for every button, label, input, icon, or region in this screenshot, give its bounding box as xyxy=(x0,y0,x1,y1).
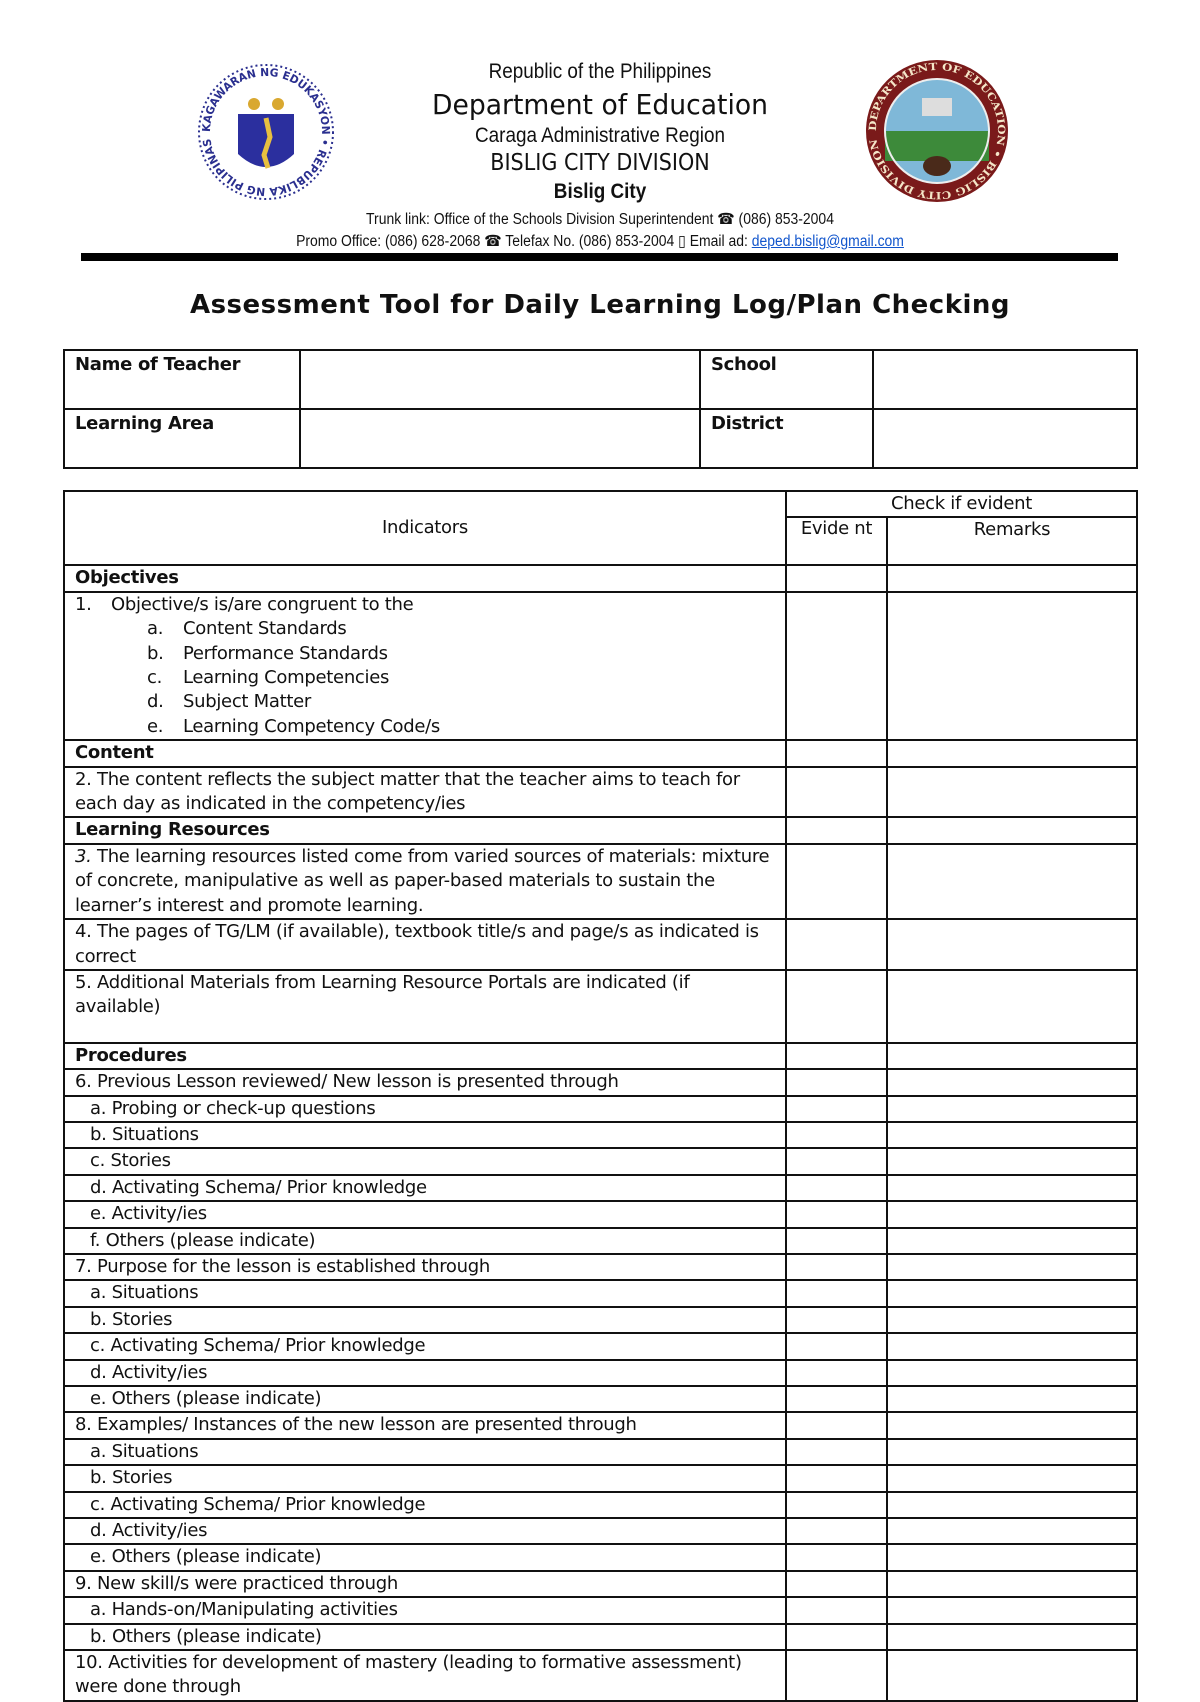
evident-checkbox-cell[interactable] xyxy=(786,1307,887,1333)
evident-checkbox-cell[interactable] xyxy=(786,1201,887,1227)
indicator-text xyxy=(64,844,786,919)
table-row xyxy=(64,592,1137,740)
evident-checkbox-cell[interactable] xyxy=(786,1069,887,1095)
item-text: e. Others (please indicate) xyxy=(90,1388,322,1409)
sub-item-text: Subject Matter xyxy=(183,691,311,713)
indicator-text xyxy=(64,919,786,970)
indicator-text xyxy=(64,1571,786,1597)
item-text: a. Situations xyxy=(90,1440,199,1462)
remarks-cell[interactable] xyxy=(887,1518,1137,1544)
indicators-table xyxy=(63,490,1138,1702)
teacher-info-table xyxy=(63,349,1138,469)
table-row xyxy=(64,844,1137,919)
evident-checkbox-cell[interactable] xyxy=(786,1386,887,1412)
remarks-cell[interactable] xyxy=(887,1228,1137,1254)
table-row xyxy=(64,1386,1137,1412)
table-row xyxy=(64,1544,1137,1570)
evident-checkbox-cell[interactable] xyxy=(786,565,887,591)
left-logo-text: KAGAWARAN NG EDUKASYON • REPUBLIKA NG PILIPINAS xyxy=(199,65,333,199)
remarks-cell[interactable] xyxy=(887,1122,1137,1148)
remarks-cell[interactable] xyxy=(887,1544,1137,1570)
evident-checkbox-cell[interactable] xyxy=(786,767,887,818)
remarks-cell[interactable] xyxy=(887,1201,1137,1227)
item-text: d. Activating Schema/ Prior knowledge xyxy=(90,1176,427,1198)
table-row xyxy=(64,970,1137,1043)
table-row xyxy=(64,1439,1137,1465)
evident-checkbox-cell[interactable] xyxy=(786,1492,887,1518)
table-row xyxy=(64,919,1137,970)
remarks-cell[interactable] xyxy=(887,1254,1137,1280)
table-row xyxy=(64,1228,1137,1254)
item-text: c. Stories xyxy=(90,1150,171,1172)
indicator-text xyxy=(64,1412,786,1438)
evident-checkbox-cell[interactable] xyxy=(786,844,887,919)
evident-checkbox-cell[interactable] xyxy=(786,1280,887,1306)
indicator-text xyxy=(64,1122,786,1148)
indicator-text xyxy=(64,1175,786,1201)
remarks-cell[interactable] xyxy=(887,592,1137,740)
evident-checkbox-cell[interactable] xyxy=(786,592,887,740)
indicator-text xyxy=(64,1597,786,1623)
sub-item xyxy=(75,617,775,641)
item-text: 5. Additional Materials from Learning Resource Portals are indicated (if available) xyxy=(75,971,690,1018)
name-of-teacher-field[interactable] xyxy=(300,350,700,409)
evident-checkbox-cell[interactable] xyxy=(786,1518,887,1544)
indicator-text xyxy=(64,1386,786,1412)
table-row xyxy=(64,767,1137,818)
table-row xyxy=(64,1307,1137,1333)
evident-checkbox-cell[interactable] xyxy=(786,1650,887,1701)
remarks-header: Remarks xyxy=(887,517,1137,565)
sub-item-letter: d. xyxy=(147,691,164,713)
item-number: 3. xyxy=(75,845,92,867)
section-heading: Content xyxy=(64,740,786,766)
item-text: The learning resources listed come from varied sources of materials: mixture of concrete, manipulative as well as paper-based materials to sustain the learner’s interest and promote learning. xyxy=(75,845,770,916)
table-row xyxy=(64,1069,1137,1095)
indicator-text xyxy=(64,1228,786,1254)
evident-checkbox-cell[interactable] xyxy=(786,1333,887,1359)
table-row xyxy=(64,1148,1137,1174)
evident-checkbox-cell[interactable] xyxy=(786,1597,887,1623)
remarks-cell[interactable] xyxy=(887,767,1137,818)
sub-item-letter: b. xyxy=(147,642,164,664)
district-field[interactable] xyxy=(873,409,1137,468)
remarks-cell[interactable] xyxy=(887,1043,1137,1069)
table-row xyxy=(64,1650,1137,1701)
evident-checkbox-cell[interactable] xyxy=(786,1148,887,1174)
section-heading: Learning Resources xyxy=(64,817,786,843)
sub-item xyxy=(75,690,775,714)
table-row xyxy=(64,1122,1137,1148)
email-link[interactable]: deped.bislig@gmail.com xyxy=(751,233,904,250)
indicator-text xyxy=(64,1624,786,1650)
right-logo-text: DEPARTMENT OF EDUCATION • BISLIG CITY DIVISION xyxy=(867,61,1007,201)
evident-checkbox-cell[interactable] xyxy=(786,1360,887,1386)
item-text: 2. The content reflects the subject matter that the teacher aims to teach for each day as indicated in the competency/ies xyxy=(75,768,740,815)
section-heading: Objectives xyxy=(64,565,786,591)
remarks-cell[interactable] xyxy=(887,919,1137,970)
remarks-cell[interactable] xyxy=(887,1597,1137,1623)
item-text: c. Activating Schema/ Prior knowledge xyxy=(90,1493,426,1515)
evident-checkbox-cell[interactable] xyxy=(786,1412,887,1438)
item-text: e. Others (please indicate) xyxy=(90,1546,322,1568)
learning-area-label: Learning Area xyxy=(64,409,300,468)
table-row xyxy=(64,1518,1137,1544)
header-republic: Republic of the Philippines xyxy=(488,60,712,83)
table-row xyxy=(64,1280,1137,1306)
item-text: 4. The pages of TG/LM (if available), textbook title/s and page/s as indicated is correct xyxy=(75,921,759,967)
indicator-text xyxy=(64,970,786,1043)
item-text: b. Others (please indicate) xyxy=(90,1625,322,1647)
header-contact-line xyxy=(60,232,1140,251)
header-divider xyxy=(81,253,1118,261)
evident-checkbox-cell[interactable] xyxy=(786,1544,887,1570)
evident-checkbox-cell[interactable] xyxy=(786,1465,887,1491)
item-text: 8. Examples/ Instances of the new lesson are presented through xyxy=(75,1414,637,1436)
school-field[interactable] xyxy=(873,350,1137,409)
sub-item-text: Learning Competencies xyxy=(183,667,390,689)
indicator-text xyxy=(64,1439,786,1465)
table-row xyxy=(64,1333,1137,1359)
sub-item xyxy=(75,715,775,739)
indicator-text xyxy=(64,1360,786,1386)
section-row xyxy=(64,740,1137,766)
sub-item-text: Content Standards xyxy=(183,618,347,640)
evident-checkbox-cell[interactable] xyxy=(786,970,887,1043)
remarks-cell[interactable] xyxy=(887,1650,1137,1701)
item-text: b. Stories xyxy=(90,1308,173,1330)
remarks-cell[interactable] xyxy=(887,1360,1137,1386)
remarks-cell[interactable] xyxy=(887,1333,1137,1359)
item-text: 10. Activities for development of mastery (leading to formative assessment) were done through xyxy=(75,1652,742,1698)
item-text: 7. Purpose for the lesson is established through xyxy=(75,1255,490,1277)
header-region: Caraga Administrative Region xyxy=(474,124,726,147)
evident-checkbox-cell[interactable] xyxy=(786,1439,887,1465)
evident-checkbox-cell[interactable] xyxy=(786,1254,887,1280)
table-row xyxy=(64,1360,1137,1386)
section-row xyxy=(64,817,1137,843)
remarks-cell[interactable] xyxy=(887,1465,1137,1491)
header-trunk-line: Trunk link: Office of the Schools Division Superintendent ☎ (086) 853-2004 xyxy=(366,211,834,228)
section-heading: Procedures xyxy=(64,1043,786,1069)
evident-checkbox-cell[interactable] xyxy=(786,1096,887,1122)
remarks-cell[interactable] xyxy=(887,1307,1137,1333)
sub-item-letter: c. xyxy=(147,667,163,689)
item-text: a. Situations xyxy=(90,1282,199,1304)
remarks-cell[interactable] xyxy=(887,1148,1137,1174)
indicator-text xyxy=(64,1254,786,1280)
contact-text: Promo Office: (086) 628-2068 ☎ Telefax No. (086) 853-2004 ▯ Email ad: xyxy=(296,233,752,250)
item-text: 9. New skill/s were practiced through xyxy=(75,1572,398,1594)
header-division: BISLIG CITY DIVISION xyxy=(490,150,710,176)
table-row xyxy=(64,1201,1137,1227)
remarks-cell[interactable] xyxy=(887,1439,1137,1465)
remarks-cell[interactable] xyxy=(887,1096,1137,1122)
evident-checkbox-cell[interactable] xyxy=(786,919,887,970)
indicator-text xyxy=(64,1307,786,1333)
indicator-text xyxy=(64,1492,786,1518)
sub-item-letter: a. xyxy=(147,618,164,640)
evident-checkbox-cell[interactable] xyxy=(786,1175,887,1201)
item-text: a. Probing or check-up questions xyxy=(90,1097,376,1119)
remarks-cell[interactable] xyxy=(887,844,1137,919)
district-label: District xyxy=(700,409,873,468)
remarks-cell[interactable] xyxy=(887,1624,1137,1650)
learning-area-field[interactable] xyxy=(300,409,700,468)
item-number: 1. xyxy=(75,593,92,615)
indicator-text xyxy=(64,1465,786,1491)
indicator-line xyxy=(75,593,775,617)
evident-checkbox-cell[interactable] xyxy=(786,1043,887,1069)
sub-item xyxy=(75,666,775,690)
table-row xyxy=(64,1175,1137,1201)
remarks-cell[interactable] xyxy=(887,817,1137,843)
item-text: Objective/s is/are congruent to the xyxy=(111,593,414,615)
item-text: d. Activity/ies xyxy=(90,1361,208,1383)
indicator-text xyxy=(64,1518,786,1544)
sub-item xyxy=(75,642,775,666)
item-text: b. Situations xyxy=(90,1123,199,1145)
table-row xyxy=(64,1465,1137,1491)
indicator-text xyxy=(64,1069,786,1095)
sub-item-text: Learning Competency Code/s xyxy=(183,715,441,737)
remarks-cell[interactable] xyxy=(887,970,1137,1043)
check-if-evident-header: Check if evident xyxy=(786,491,1137,517)
item-text: c. Activating Schema/ Prior knowledge xyxy=(90,1335,426,1357)
remarks-cell[interactable] xyxy=(887,1280,1137,1306)
evident-header: Evide nt xyxy=(786,517,887,565)
table-row xyxy=(64,1412,1137,1438)
evident-checkbox-cell[interactable] xyxy=(786,1571,887,1597)
item-text: b. Stories xyxy=(90,1467,173,1489)
remarks-cell[interactable] xyxy=(887,1571,1137,1597)
item-text: a. Hands-on/Manipulating activities xyxy=(90,1599,398,1621)
item-text: f. Others (please indicate) xyxy=(90,1229,316,1251)
page-title: Assessment Tool for Daily Learning Log/Plan Checking xyxy=(189,290,1011,320)
item-text: e. Activity/ies xyxy=(90,1203,207,1225)
remarks-cell[interactable] xyxy=(887,565,1137,591)
table-row xyxy=(64,1254,1137,1280)
evident-checkbox-cell[interactable] xyxy=(786,740,887,766)
table-row xyxy=(64,1624,1137,1650)
item-text: 6. Previous Lesson reviewed/ New lesson is presented through xyxy=(75,1071,619,1093)
remarks-cell[interactable] xyxy=(887,1492,1137,1518)
table-row xyxy=(64,1571,1137,1597)
section-row xyxy=(64,1043,1137,1069)
table-row xyxy=(64,1597,1137,1623)
indicator-text xyxy=(64,592,786,740)
table-row xyxy=(64,1096,1137,1122)
indicator-text xyxy=(64,1148,786,1174)
indicator-text xyxy=(64,1280,786,1306)
sub-item-text: Performance Standards xyxy=(183,642,388,664)
sub-item-letter: e. xyxy=(147,715,164,737)
evident-checkbox-cell[interactable] xyxy=(786,1122,887,1148)
evident-checkbox-cell[interactable] xyxy=(786,1228,887,1254)
remarks-cell[interactable] xyxy=(887,1412,1137,1438)
header-city: Bislig City xyxy=(553,180,647,203)
remarks-cell[interactable] xyxy=(887,1175,1137,1201)
indicator-text xyxy=(64,1096,786,1122)
remarks-cell[interactable] xyxy=(887,740,1137,766)
indicator-text xyxy=(64,1201,786,1227)
name-of-teacher-label: Name of Teacher xyxy=(64,350,300,409)
indicator-text xyxy=(64,1333,786,1359)
section-row xyxy=(64,565,1137,591)
table-row xyxy=(64,1492,1137,1518)
school-label: School xyxy=(700,350,873,409)
item-text: d. Activity/ies xyxy=(90,1520,208,1542)
indicator-text xyxy=(64,1650,786,1701)
evident-checkbox-cell[interactable] xyxy=(786,817,887,843)
remarks-cell[interactable] xyxy=(887,1069,1137,1095)
indicators-header: Indicators xyxy=(64,491,786,565)
header-department: Department of Education xyxy=(432,88,768,121)
remarks-cell[interactable] xyxy=(887,1386,1137,1412)
indicator-text xyxy=(64,1544,786,1570)
evident-checkbox-cell[interactable] xyxy=(786,1624,887,1650)
indicator-text xyxy=(64,767,786,818)
